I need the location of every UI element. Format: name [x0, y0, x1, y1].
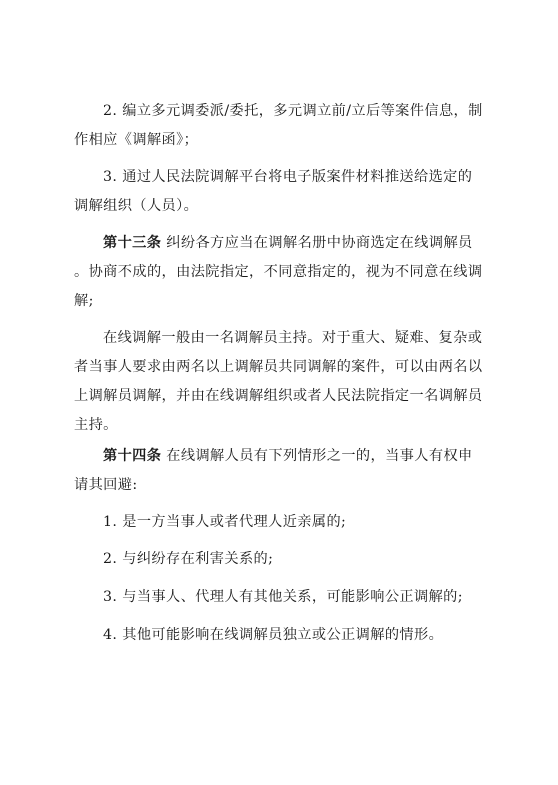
- article-14-line-2: 请其回避:: [74, 477, 138, 493]
- item-2-line-1: 2. 编立多元调委派/委托，多元调立前/立后等案件信息，制: [103, 103, 483, 119]
- article-13-line-3: 解;: [74, 293, 94, 309]
- article-14-text-1: 在线调解人员有下列情形之一的，当事人有权申: [166, 448, 473, 464]
- recusal-item-3: 3. 与当事人、代理人有其他关系，可能影响公正调解的;: [103, 589, 463, 605]
- article-13-line-2: 。协商不成的，由法院指定，不同意指定的，视为不同意在线调: [74, 264, 483, 280]
- recusal-item-4: 4. 其他可能影响在线调解员独立或公正调解的情形。: [103, 627, 444, 643]
- item-3-line-1: 3. 通过人民法院调解平台将电子版案件材料推送给选定的: [103, 169, 473, 185]
- mediation-para-line-4: 主持。: [74, 417, 118, 433]
- mediation-para-line-3: 上调解员调解，并由在线调解组织或者人民法院指定一名调解员: [74, 388, 483, 404]
- item-3-line-2: 调解组织（人员）。: [74, 198, 199, 214]
- item-2-line-2: 作相应《调解函》；: [74, 132, 199, 148]
- article-14-label: 第十四条: [103, 448, 162, 464]
- article-13-line-1: [103, 233, 473, 253]
- recusal-item-2: 2. 与纠纷存在利害关系的;: [103, 551, 274, 567]
- article-13-label: 第十三条: [103, 235, 162, 251]
- article-14-line-1: [103, 446, 473, 466]
- mediation-para-line-2: 者当事人要求由两名以上调解员共同调解的案件，可以由两名以: [74, 359, 483, 375]
- mediation-para-line-1: 在线调解一般由一名调解员主持。对于重大、疑难、复杂或: [103, 330, 483, 346]
- recusal-item-1: 1. 是一方当事人或者代理人近亲属的;: [103, 514, 347, 530]
- article-13-text-1: 纠纷各方应当在调解名册中协商选定在线调解员: [166, 235, 473, 251]
